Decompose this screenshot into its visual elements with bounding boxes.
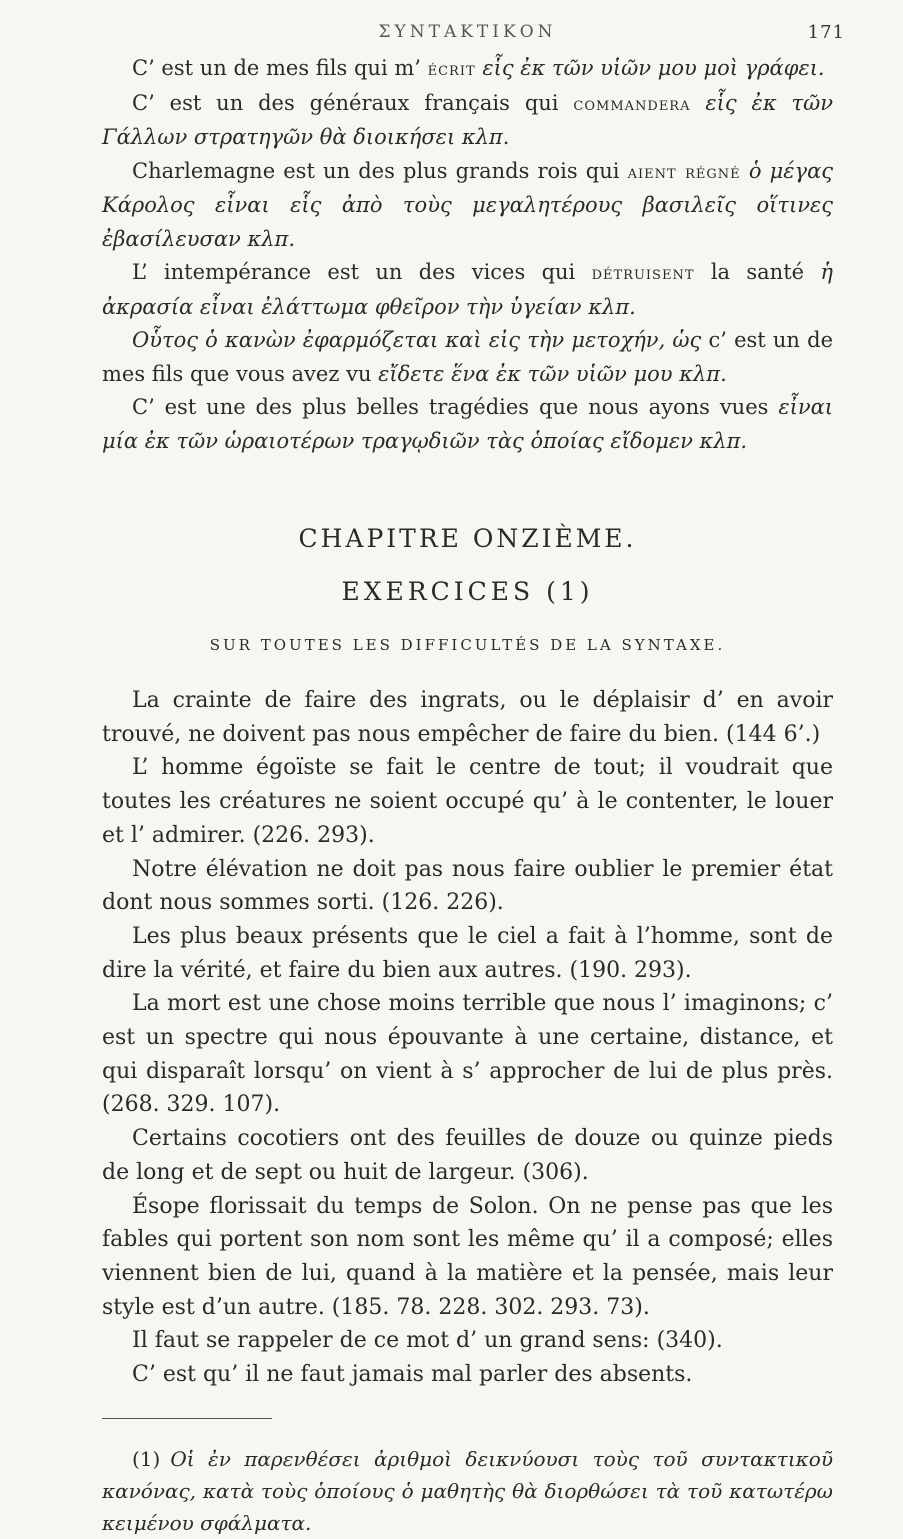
french-text: C’ est un de mes fils qui m’ (132, 56, 428, 80)
greek-translation: εἶναι μία ἐκ τῶν ὡραιοτέρων τραγῳδιῶν τὰς ὁποίας εἴδομεν κλπ. (102, 395, 833, 453)
french-text: L’ intempérance est un des vices qui (132, 260, 592, 284)
example-paragraph (102, 155, 833, 257)
greek-translation: εἴδετε ἕνα ἐκ τῶν υἱῶν μου κλπ. (371, 361, 727, 386)
exercise-paragraph: La mort est une chose moins terrible que nous l’ imaginons; c’ est un spectre qui nous épouvante à une certaine, distance, et qui disparaît lorsqu’ on vient à s’ approcher de lui de plus près. (268. 329. 107). (102, 991, 833, 1118)
greek-translation: ἡ ἀκρασία εἶναι ἐλάττωμα φθεῖρον τὴν ὑγείαν κλπ. (102, 260, 833, 319)
highlighted-verb: écrit (427, 58, 476, 80)
exercise-paragraph: Notre élévation ne doit pas nous faire oublier le premier état dont nous sommes sorti. (126. 226). (102, 856, 833, 916)
example-paragraph (102, 87, 833, 155)
footnote (102, 1443, 833, 1539)
exercise-paragraph: Les plus beaux présents que le ciel a fait à l’homme, sont de dire la vérité, et faire du bien aux autres. (190. 293). (102, 923, 833, 983)
example-paragraph (102, 324, 833, 391)
footnote-marker: (1) (132, 1446, 161, 1471)
example-paragraph (102, 256, 833, 324)
exercise-paragraph: La crainte de faire des ingrats, ou le déplaisir d’ en avoir trouvé, ne doivent pas nous empêcher de faire du bien. (144 6’.) (102, 688, 833, 747)
example-paragraph (102, 391, 833, 458)
highlighted-verb: commandera (573, 92, 691, 115)
greek-text: Οὗτος ὁ κανὼν ἐφαρμόζεται καὶ εἰς τὴν μετοχήν, ὡς (132, 328, 709, 352)
exercise-paragraph: Ésope florissait du temps de Solon. On ne pense pas que les fables qui portent son nom sont les même qu’ il a composé; elles viennent bien de lui, quand à la matière et la pensée, mais leur style est d’un autre. (185. 78. 228. 302. 293. 73). (102, 1193, 833, 1320)
french-text: c’ est un de mes fils que vous avez vu (102, 328, 833, 386)
exercise-list (102, 684, 833, 1392)
example-paragraph (102, 52, 833, 87)
french-text: la santé (694, 260, 821, 284)
page-number: 171 (807, 22, 845, 43)
section-subtitle: SUR TOUTES LES DIFFICULTÉS DE LA SYNTAXE. (209, 636, 726, 654)
running-head (102, 22, 845, 52)
exercise-paragraph: C’ est qu’ il ne faut jamais mal parler des absents. (132, 1362, 693, 1388)
running-title: ΣΥΝΤΑΚΤΙΚΟΝ (378, 22, 557, 42)
greek-translation: ὁ μέγας Κάρολος εἶναι εἷς ἀπὸ τοὺς μεγαλητέρους βασιλεῖς οἵτινες ἐβασίλευσαν κλπ. (102, 158, 834, 251)
footnote-divider (102, 1418, 272, 1419)
french-text: C’ est un des généraux français qui (132, 90, 574, 115)
exercise-paragraph: Certains cocotiers ont des feuilles de douze ou quinze pieds de long et de sept ou huit de largeur. (306). (102, 1126, 833, 1185)
french-text: C’ est une des plus belles tragédies que nous ayons vues (132, 395, 779, 419)
greek-translation-examples (102, 52, 833, 458)
french-text: Charlemagne est un des plus grands rois qui (132, 158, 628, 183)
footnote-text: Οἱ ἐν παρενθέσει ἀριθμοὶ δεικνύουσι τοὺς τοῦ συντακτικοῦ κανόνας, κατὰ τοὺς ὁποίους ὁ μαθητὴς θὰ διορθώσει τὰ τοῦ κατωτέρω κειμένου σφάλματα. (102, 1446, 833, 1535)
highlighted-verb: détruisent (591, 262, 695, 284)
greek-translation: εἷς ἐκ τῶν Γάλλων στρατηγῶν θὰ διοικήσει κλπ. (102, 90, 833, 149)
exercise-paragraph: L’ homme égoïste se fait le centre de tout; il voudrait que toutes les créatures ne soient occupé qu’ à le contenter, le louer et l’ admirer. (226. 293). (102, 755, 833, 848)
greek-translation: εἷς ἐκ τῶν υἱῶν μου μοὶ γράφει. (475, 56, 825, 80)
chapter-title: CHAPITRE ONZIÈME. (298, 524, 637, 553)
section-title: EXERCICES (1) (341, 577, 594, 606)
highlighted-verb: aient régné (627, 160, 741, 183)
exercise-paragraph: Il faut se rappeler de ce mot d’ un grand sens: (340). (132, 1328, 723, 1354)
